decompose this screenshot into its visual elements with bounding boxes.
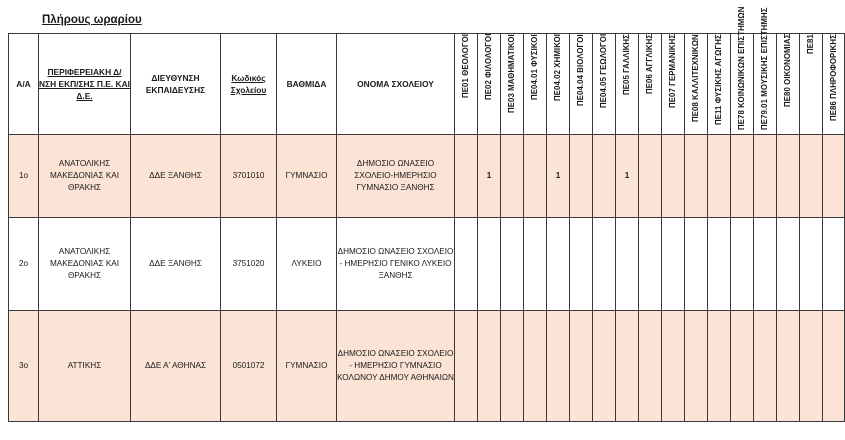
- cell-directorate: ΔΔΕ ΞΑΝΘΗΣ: [131, 135, 221, 218]
- cell-count: [754, 135, 777, 218]
- header-school: ΟΝΟΜΑ ΣΧΟΛΕΙΟΥ: [337, 34, 455, 135]
- cell-count: [478, 218, 501, 311]
- table-row: [9, 311, 845, 422]
- cell-directorate: ΔΔΕ ΞΑΝΘΗΣ: [131, 218, 221, 311]
- header-specialty: ΠΕ81: [800, 34, 823, 135]
- header-specialty: ΠΕ08 ΚΑΛΛΙΤΕΧΝΙΚΩΝ: [685, 34, 708, 135]
- header-row: [9, 34, 845, 135]
- header-directorate: ΔΙΕΥΘΥΝΣΗ ΕΚΠΑΙΔΕΥΣΗΣ: [131, 34, 221, 135]
- cell-count: 1: [478, 135, 501, 218]
- cell-region: ΑΝΑΤΟΛΙΚΗΣ ΜΑΚΕΔΟΝΙΑΣ ΚΑΙ ΘΡΑΚΗΣ: [39, 218, 131, 311]
- cell-count: [754, 218, 777, 311]
- header-specialty: ΠΕ04.04 ΒΙΟΛΟΓΟΙ: [570, 34, 593, 135]
- cell-count: [800, 311, 823, 422]
- cell-count: [501, 311, 524, 422]
- cell-school: ΔΗΜΟΣΙΟ ΩΝΑΣΕΙΟ ΣΧΟΛΕΙΟ - ΗΜΕΡΗΣΙΟ ΓΥΜΝΑΣΙΟ ΚΟΛΩΝΟΥ ΔΗΜΟΥ ΑΘΗΝΑΙΩΝ: [337, 311, 455, 422]
- cell-count: [639, 135, 662, 218]
- header-specialty: ΠΕ04.05 ΓΕΩΛΟΓΟΙ: [593, 34, 616, 135]
- header-code: Κωδικός Σχολείου: [221, 34, 277, 135]
- cell-count: [823, 311, 845, 422]
- cell-count: [662, 135, 685, 218]
- header-specialty: ΠΕ86 ΠΛΗΡΟΦΟΡΙΚΗΣ: [823, 34, 845, 135]
- cell-count: [754, 311, 777, 422]
- header-specialty: ΠΕ80 ΟΙΚΟΝΟΜΙΑΣ: [777, 34, 800, 135]
- cell-count: 1: [616, 135, 639, 218]
- cell-aa: 2ο: [9, 218, 39, 311]
- cell-code: 3751020: [221, 218, 277, 311]
- cell-count: [800, 218, 823, 311]
- cell-count: [823, 218, 845, 311]
- cell-count: [593, 135, 616, 218]
- cell-count: [593, 218, 616, 311]
- cell-count: [685, 218, 708, 311]
- cell-count: [777, 135, 800, 218]
- header-specialty: ΠΕ03 ΜΑΘΗΜΑΤΙΚΟΙ: [501, 34, 524, 135]
- cell-school: ΔΗΜΟΣΙΟ ΩΝΑΣΕΙΟ ΣΧΟΛΕΙΟ-ΗΜΕΡΗΣΙΟ ΓΥΜΝΑΣΙΟ ΞΑΝΘΗΣ: [337, 135, 455, 218]
- table-row: [9, 218, 845, 311]
- cell-count: [570, 135, 593, 218]
- cell-count: [593, 311, 616, 422]
- cell-level: ΓΥΜΝΑΣΙΟ: [277, 311, 337, 422]
- page-title: Πλήρους ωραρίου: [42, 14, 142, 26]
- cell-count: [708, 218, 731, 311]
- cell-count: [639, 218, 662, 311]
- cell-count: [731, 135, 754, 218]
- cell-count: [777, 311, 800, 422]
- cell-count: [662, 311, 685, 422]
- cell-region: ΑΝΑΤΟΛΙΚΗΣ ΜΑΚΕΔΟΝΙΑΣ ΚΑΙ ΘΡΑΚΗΣ: [39, 135, 131, 218]
- header-specialty: ΠΕ07 ΓΕΡΜΑΝΙΚΗΣ: [662, 34, 685, 135]
- cell-level: ΓΥΜΝΑΣΙΟ: [277, 135, 337, 218]
- cell-region: ΑΤΤΙΚΗΣ: [39, 311, 131, 422]
- cell-count: [685, 135, 708, 218]
- cell-count: [731, 311, 754, 422]
- cell-count: [547, 311, 570, 422]
- cell-count: [524, 218, 547, 311]
- header-aa: Α/Α: [9, 34, 39, 135]
- cell-count: [455, 135, 478, 218]
- cell-count: [570, 311, 593, 422]
- cell-count: [616, 218, 639, 311]
- cell-count: [731, 218, 754, 311]
- cell-count: [478, 311, 501, 422]
- cell-school: ΔΗΜΟΣΙΟ ΩΝΑΣΕΙΟ ΣΧΟΛΕΙΟ - ΗΜΕΡΗΣΙΟ ΓΕΝΙΚΟ ΛΥΚΕΙΟ ΞΑΝΘΗΣ: [337, 218, 455, 311]
- cell-aa: 1ο: [9, 135, 39, 218]
- cell-count: [708, 311, 731, 422]
- cell-directorate: ΔΔΕ Α' ΑΘΗΝΑΣ: [131, 311, 221, 422]
- cell-count: [777, 218, 800, 311]
- header-specialty: ΠΕ79.01 ΜΟΥΣΙΚΗΣ ΕΠΙΣΤΗΜΗΣ: [754, 34, 777, 135]
- cell-count: [547, 218, 570, 311]
- cell-code: 3701010: [221, 135, 277, 218]
- cell-count: [823, 135, 845, 218]
- table-row: [9, 135, 845, 218]
- header-region: ΠΕΡΙΦΕΡΕΙΑΚΗ Δ/ΝΣΗ ΕΚΠ/ΣΗΣ Π.Ε. ΚΑΙ Δ.Ε.: [39, 34, 131, 135]
- cell-count: [524, 311, 547, 422]
- cell-count: [455, 311, 478, 422]
- cell-level: ΛΥΚΕΙΟ: [277, 218, 337, 311]
- cell-count: [639, 311, 662, 422]
- cell-count: [662, 218, 685, 311]
- header-specialty: ΠΕ02 ΦΙΛΟΛΟΓΟΙ: [478, 34, 501, 135]
- header-specialty: ΠΕ01 ΘΕΟΛΟΓΟΙ: [455, 34, 478, 135]
- cell-count: [685, 311, 708, 422]
- cell-count: [501, 135, 524, 218]
- cell-count: [570, 218, 593, 311]
- header-specialty: ΠΕ04.01 ΦΥΣΙΚΟΙ: [524, 34, 547, 135]
- header-level: ΒΑΘΜΙΔΑ: [277, 34, 337, 135]
- cell-count: [455, 218, 478, 311]
- header-specialty: ΠΕ78 ΚΟΙΝΩΝΙΚΩΝ ΕΠΙΣΤΗΜΩΝ: [731, 34, 754, 135]
- cell-aa: 3ο: [9, 311, 39, 422]
- cell-count: 1: [547, 135, 570, 218]
- cell-count: [800, 135, 823, 218]
- header-specialty: ΠΕ05 ΓΑΛΛΙΚΗΣ: [616, 34, 639, 135]
- cell-count: [616, 311, 639, 422]
- cell-count: [524, 135, 547, 218]
- header-specialty: ΠΕ11 ΦΥΣΙΚΗΣ ΑΓΩΓΗΣ: [708, 34, 731, 135]
- header-specialty: ΠΕ06 ΑΓΓΛΙΚΗΣ: [639, 34, 662, 135]
- cell-count: [501, 218, 524, 311]
- cell-code: 0501072: [221, 311, 277, 422]
- cell-count: [708, 135, 731, 218]
- header-specialty: ΠΕ04.02 ΧΗΜΙΚΟΙ: [547, 34, 570, 135]
